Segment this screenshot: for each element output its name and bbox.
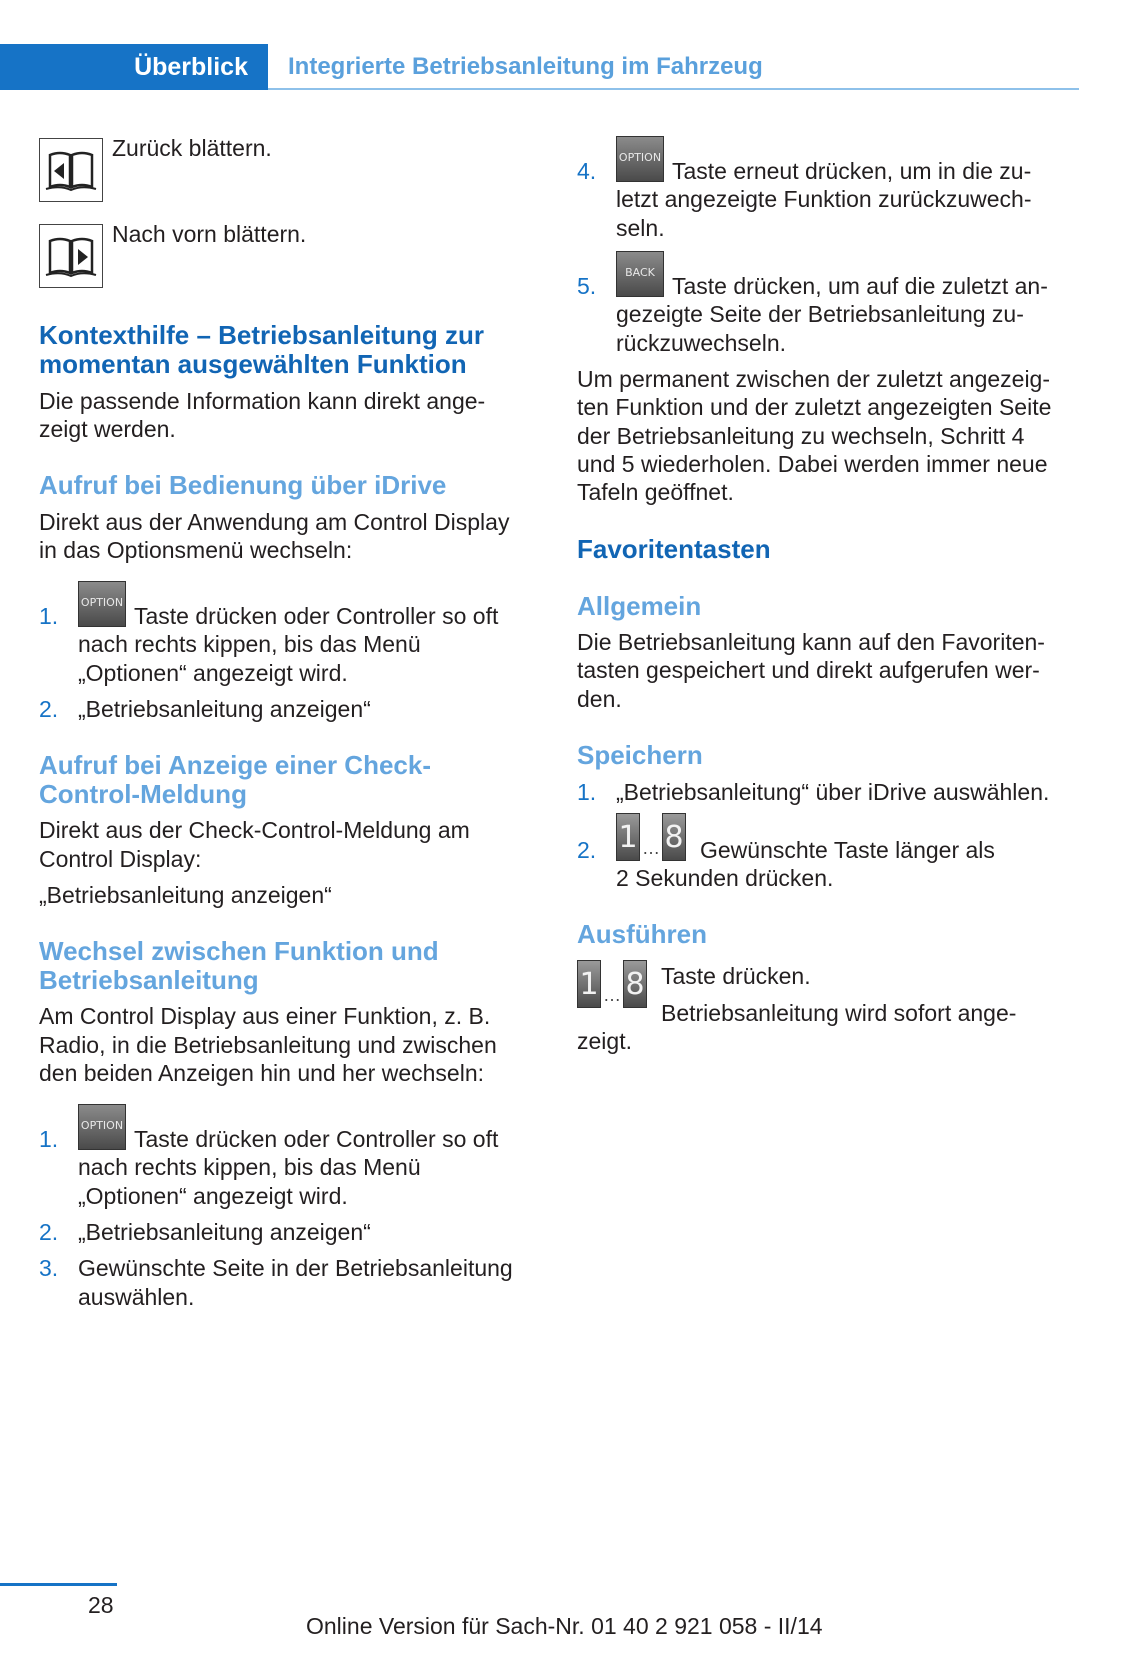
- allgemein-heading: Allgemein: [577, 591, 702, 621]
- footer-rule: [0, 1583, 117, 1586]
- ausfuehren-body-line3: zeigt.: [577, 1028, 632, 1054]
- footer-text: Online Version für Sach-Nr. 01 40 2 921 058 - II/14: [306, 1613, 823, 1639]
- permanent-body-line1: Um permanent zwischen der zuletzt angezeig‐: [577, 366, 1051, 392]
- check-control-body-line3: „Betriebsanleitung anzeigen“: [39, 882, 332, 908]
- step-number: 5.: [577, 273, 597, 299]
- step-text: Taste erneut drücken, um in die zu‐: [672, 158, 1032, 184]
- favorite-key-1: 1: [616, 813, 640, 861]
- check-control-body-line1: Direkt aus der Check-Control-Meldung am: [39, 817, 470, 843]
- step-text: nach rechts kippen, bis das Menü: [78, 1154, 421, 1180]
- kontexthilfe-heading-line1: Kontexthilfe – Betriebsanleitung zur: [39, 320, 484, 350]
- step-number: 1.: [577, 779, 597, 805]
- step-text: Gewünschte Seite in der Betriebsanleitung: [78, 1255, 513, 1281]
- step-text: rückzuwechseln.: [616, 330, 787, 356]
- page-header: [0, 44, 1079, 92]
- step-text: auswählen.: [78, 1284, 195, 1310]
- kontexthilfe-heading-line2: momentan ausgewählten Funktion: [39, 349, 467, 379]
- wechsel-body-line1: Am Control Display aus einer Funktion, z. B.: [39, 1003, 491, 1029]
- wechsel-heading-line2: Betriebsanleitung: [39, 965, 259, 995]
- ausfuehren-body-line2: Betriebsanleitung wird sofort ange‐: [661, 1000, 1017, 1026]
- favorite-key-8: 8: [662, 813, 686, 861]
- forward-text: Nach vorn blättern.: [112, 221, 307, 247]
- ellipsis: …: [642, 838, 660, 858]
- permanent-body-line4: und 5 wiederholen. Dabei werden immer neue: [577, 451, 1048, 477]
- page-number: 28: [88, 1592, 114, 1618]
- step-text: Taste drücken oder Controller so oft: [134, 603, 499, 629]
- option-button-icon: OPTION: [78, 1104, 126, 1150]
- check-control-heading-line2: Control-Meldung: [39, 779, 247, 809]
- allgemein-body-line2: tasten gespeichert und direkt aufgerufen wer‐: [577, 657, 1040, 683]
- section-tab: Überblick: [0, 44, 268, 90]
- header-title: Integrierte Betriebsanleitung im Fahrzeug: [288, 53, 763, 80]
- option-button-icon: OPTION: [78, 581, 126, 627]
- step-text: nach rechts kippen, bis das Menü: [78, 631, 421, 657]
- step-text: gezeigte Seite der Betriebsanleitung zu‐: [616, 301, 1024, 327]
- idrive-body-line2: in das Optionsmenü wechseln:: [39, 537, 353, 563]
- step-number: 2.: [39, 1219, 59, 1245]
- option-button-icon: OPTION: [616, 136, 664, 182]
- allgemein-body-line1: Die Betriebsanleitung kann auf den Favoriten‐: [577, 629, 1045, 655]
- page-forward-icon: [39, 224, 103, 288]
- step-number: 1.: [39, 1126, 59, 1152]
- permanent-body-line3: der Betriebsanleitung zu wechseln, Schritt 4: [577, 423, 1025, 449]
- kontexthilfe-body-line1: Die passende Information kann direkt ange‐: [39, 388, 486, 414]
- step-number: 2.: [39, 696, 59, 722]
- step-text: „Optionen“ angezeigt wird.: [78, 660, 348, 686]
- back-button-icon: BACK: [616, 251, 664, 297]
- speichern-heading: Speichern: [577, 740, 703, 770]
- page-back-icon: [39, 138, 103, 202]
- favorite-keys-icon: [577, 960, 647, 1008]
- step-number: 3.: [39, 1255, 59, 1281]
- step-text: „Betriebsanleitung“ über iDrive auswählen.: [616, 779, 1050, 805]
- permanent-body-line2: ten Funktion und der zuletzt angezeigten Seite: [577, 394, 1052, 420]
- step-text: Gewünschte Taste länger als: [700, 837, 995, 863]
- ausfuehren-body-line1: Taste drücken.: [661, 963, 811, 989]
- wechsel-body-line3: den beiden Anzeigen hin und her wechseln:: [39, 1060, 485, 1086]
- favorite-key-8: 8: [623, 960, 647, 1008]
- step-text: seln.: [616, 215, 665, 241]
- step-number: 4.: [577, 158, 597, 184]
- step-text: letzt angezeigte Funktion zurückzuwech‐: [616, 186, 1032, 212]
- step-text: Taste drücken oder Controller so oft: [134, 1126, 499, 1152]
- check-control-body-line2: Control Display:: [39, 846, 202, 872]
- favorite-key-1: 1: [577, 960, 601, 1008]
- wechsel-heading-line1: Wechsel zwischen Funktion und: [39, 936, 439, 966]
- allgemein-body-line3: den.: [577, 686, 622, 712]
- step-text: „Betriebsanleitung anzeigen“: [78, 696, 371, 722]
- step-text: Taste drücken, um auf die zuletzt an‐: [672, 273, 1048, 299]
- idrive-body-line1: Direkt aus der Anwendung am Control Display: [39, 509, 510, 535]
- step-text: „Optionen“ angezeigt wird.: [78, 1183, 348, 1209]
- favorite-keys-icon: [616, 813, 686, 861]
- check-control-heading-line1: Aufruf bei Anzeige einer Check-: [39, 750, 431, 780]
- back-text: Zurück blättern.: [112, 135, 272, 161]
- ellipsis: …: [603, 985, 621, 1005]
- permanent-body-line5: Tafeln geöffnet.: [577, 479, 734, 505]
- step-number: 1.: [39, 603, 59, 629]
- wechsel-body-line2: Radio, in die Betriebsanleitung und zwischen: [39, 1032, 497, 1058]
- ausfuehren-heading: Ausführen: [577, 919, 707, 949]
- favoritentasten-heading: Favoritentasten: [577, 534, 771, 564]
- idrive-heading: Aufruf bei Bedienung über iDrive: [39, 470, 447, 500]
- step-text: „Betriebsanleitung anzeigen“: [78, 1219, 371, 1245]
- step-text: 2 Sekunden drücken.: [616, 865, 834, 891]
- kontexthilfe-body-line2: zeigt werden.: [39, 416, 176, 442]
- header-rule: [268, 88, 1079, 90]
- step-number: 2.: [577, 837, 597, 863]
